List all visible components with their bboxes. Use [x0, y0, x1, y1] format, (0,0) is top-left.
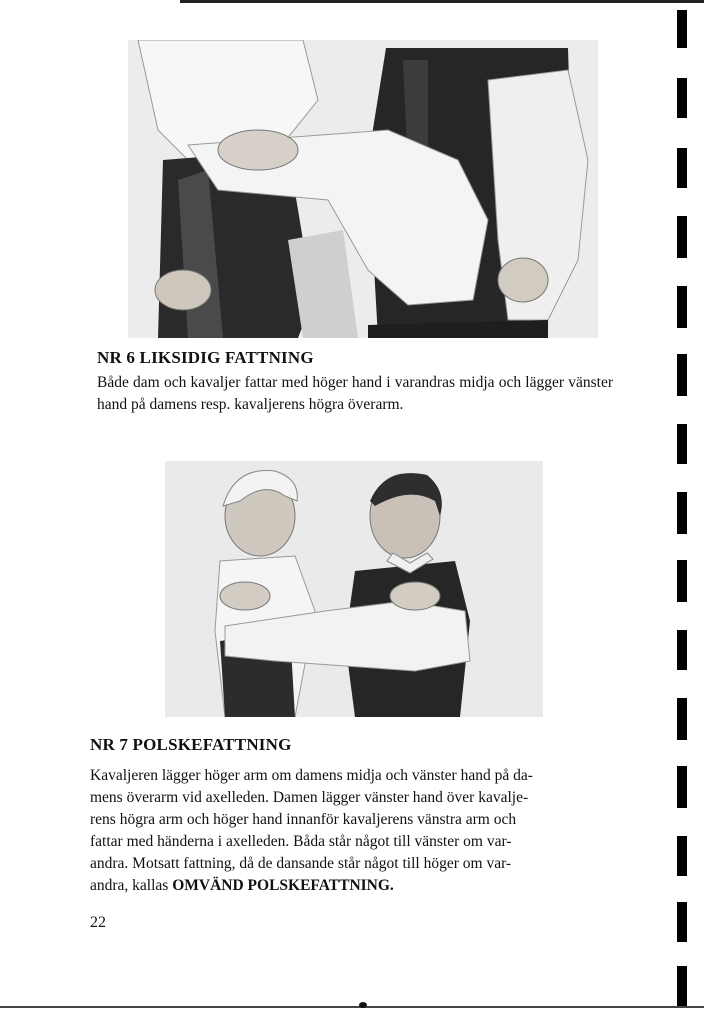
- section-paragraph: Både dam och kavaljer fattar med höger hand i varandras midja och lägger vänster hand på damens resp. kavaljerens högra överarm.: [97, 374, 613, 413]
- binding-mark: [677, 560, 687, 602]
- section-heading: NR 6 LIKSIDIG FATTNING: [97, 348, 314, 367]
- binding-mark: [677, 766, 687, 808]
- binding-mark: [677, 354, 687, 396]
- bottom-rule: [0, 1006, 704, 1008]
- binding-mark: [677, 10, 687, 48]
- binding-mark: [677, 902, 687, 942]
- binding-mark: [677, 966, 687, 1006]
- binding-mark: [677, 492, 687, 534]
- section-heading: NR 7 POLSKEFATTNING: [90, 735, 292, 754]
- top-rule: [180, 0, 704, 3]
- binding-mark: [677, 148, 687, 188]
- last-line-prefix: andra, kallas: [90, 877, 173, 894]
- paragraph-line: rens högra arm och höger hand innanför kavaljerens vänstra arm och: [90, 811, 517, 828]
- binding-mark: [677, 78, 687, 118]
- binding-mark: [677, 836, 687, 876]
- binding-mark: [677, 286, 687, 328]
- paragraph-line: mens överarm vid axelleden. Damen lägger vänster hand över kavalje-: [90, 789, 529, 806]
- paragraph-line: fattar med händerna i axelleden. Båda står något till vänster om var-: [90, 833, 512, 850]
- photo-liksidig-fattning: [128, 40, 598, 338]
- photo-polskefattning: [165, 461, 543, 717]
- paragraph-line: andra. Motsatt fattning, då de dansande står något till höger om var-: [90, 855, 512, 872]
- paragraph-last-line: [90, 875, 608, 897]
- binding-mark: [677, 216, 687, 258]
- page-number: 22: [90, 914, 106, 931]
- paragraph-line: Kavaljeren lägger höger arm om damens midja och vänster hand på da-: [90, 767, 533, 784]
- binding-mark: [677, 424, 687, 464]
- binding-mark: [677, 698, 687, 740]
- section-paragraph: [90, 765, 608, 897]
- bottom-dot: [359, 1002, 367, 1008]
- binding-mark: [677, 630, 687, 670]
- term-emphasis: OMVÄND POLSKEFATTNING.: [172, 877, 394, 894]
